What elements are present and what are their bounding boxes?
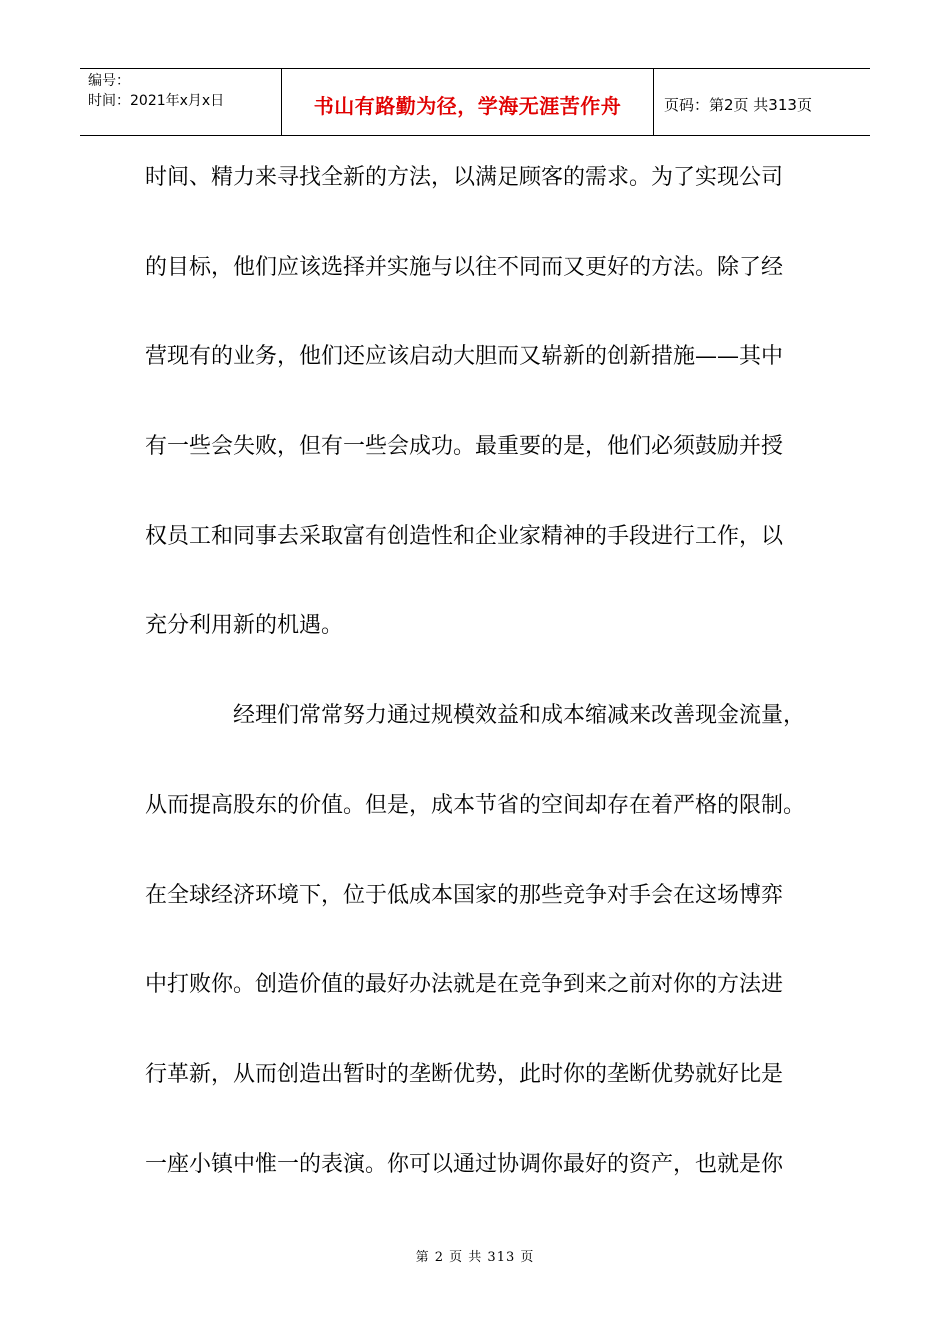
number-label: 编号： bbox=[88, 73, 130, 89]
page-footer: 第 2 页 共 313 页 bbox=[415, 1250, 535, 1265]
body-line: 的目标，他们应该选择并实施与以往不同而又更好的方法。除了经 bbox=[145, 254, 784, 280]
body-line: 一座小镇中惟一的表演。你可以通过协调你最好的资产，也就是你 bbox=[145, 1151, 784, 1177]
body-line: 从而提高股东的价值。但是，成本节省的空间却存在着严格的限制。 bbox=[145, 792, 806, 818]
header-meta bbox=[80, 69, 282, 135]
header-motto-cell bbox=[282, 69, 654, 135]
date-label: 时间：2021年x月x日 bbox=[88, 93, 225, 109]
body-line: 在全球经济环境下，位于低成本国家的那些竞争对手会在这场博弈 bbox=[145, 882, 784, 908]
document-body bbox=[145, 160, 825, 1236]
page-number-label: 页码：第2页 共313页 bbox=[664, 95, 812, 114]
header-page-cell bbox=[654, 69, 870, 135]
paragraph-start-line: 经理们常常努力通过规模效益和成本缩减来改善现金流量， bbox=[233, 703, 806, 729]
body-line: 充分利用新的机遇。 bbox=[145, 613, 344, 639]
body-line: 时间、精力来寻找全新的方法，以满足顾客的需求。为了实现公司 bbox=[145, 165, 784, 190]
body-line: 有一些会失败，但有一些会成功。最重要的是，他们必须鼓励并授 bbox=[145, 434, 784, 460]
page-header bbox=[80, 68, 870, 136]
body-line: 权员工和同事去采取富有创造性和企业家精神的手段进行工作，以 bbox=[145, 523, 784, 549]
body-line: 行革新，从而创造出暂时的垄断优势，此时你的垄断优势就好比是 bbox=[145, 1061, 784, 1087]
motto-text: 书山有路勤为径，学海无涯苦作舟 bbox=[313, 93, 622, 118]
body-line: 中打败你。创造价值的最好办法就是在竞争到来之前对你的方法进 bbox=[145, 972, 784, 998]
body-line: 营现有的业务，他们还应该启动大胆而又崭新的创新措施——其中 bbox=[145, 344, 784, 370]
